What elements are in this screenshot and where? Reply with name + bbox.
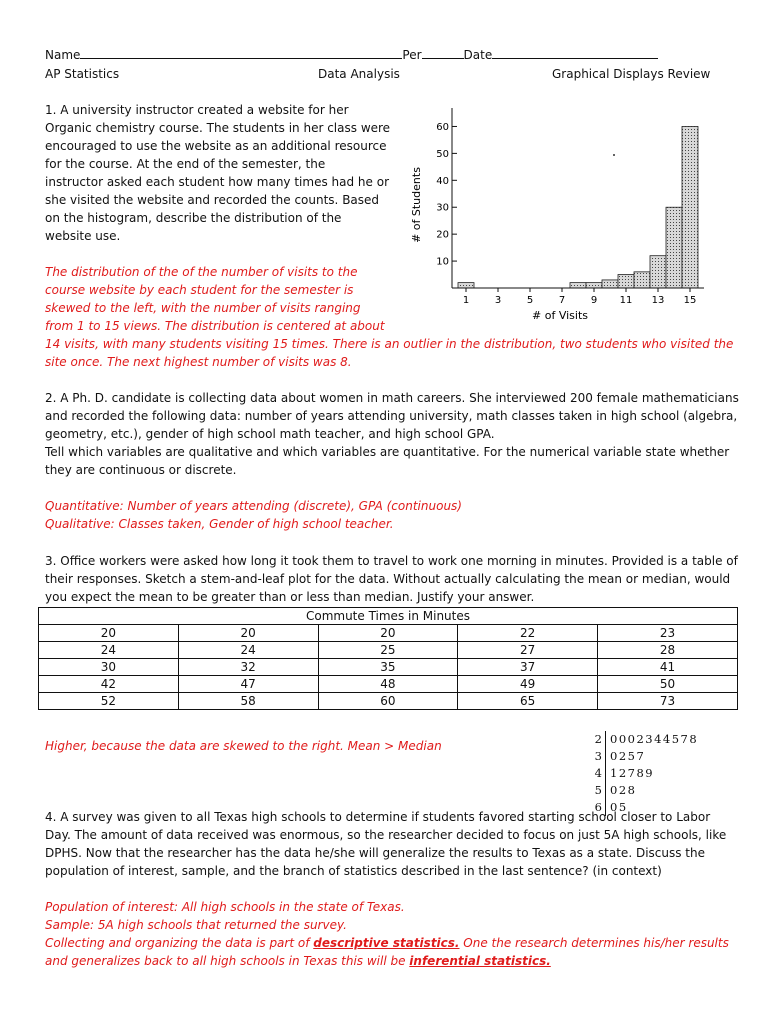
y-tick-label: 10: [436, 256, 449, 268]
q2-text: [45, 389, 745, 479]
per-field[interactable]: [422, 46, 464, 59]
q1-line: instructor asked each student how many times had he or: [45, 175, 389, 189]
x-tick-label: 1: [462, 295, 470, 306]
q2-answer-line: Quantitative: Number of years attending (discrete), GPA (continuous): [45, 499, 462, 513]
histogram-bar: [682, 126, 698, 288]
inferential-statistics-term: inferential statistics.: [409, 954, 551, 968]
stem-leaf-plot: [590, 731, 698, 816]
stray-dot: [613, 154, 615, 156]
table-cell: 48: [318, 676, 458, 693]
histogram-bar: [634, 272, 650, 288]
table-cell: 42: [39, 676, 179, 693]
table-cell: 50: [598, 676, 738, 693]
q4-text: [45, 808, 745, 880]
table-cell: 73: [598, 693, 738, 710]
q4-line: DPHS. Now that the researcher has the data he/she will generalize the results to Texas as a state. Discuss the: [45, 846, 705, 860]
header-line: [45, 46, 658, 64]
q1-answer-line: The distribution of the of the number of visits to the: [45, 265, 358, 279]
q1-line: on the histogram, describe the distribution of the: [45, 211, 342, 225]
q3-line: 3. Office workers were asked how long it took them to travel to work one morning in minutes. Provided is a table of: [45, 554, 738, 568]
q1-line: encouraged to use the website as an additional resource: [45, 139, 387, 153]
q4-branch-text: Collecting and organizing the data is part of: [45, 936, 314, 950]
q2-line: and recorded the following data: number of years attending university, math classes taken in high school (algebra,: [45, 409, 738, 423]
histogram-bar: [458, 283, 474, 288]
q1-answer-line: from 1 to 15 views. The distribution is centered at about: [45, 319, 385, 333]
table-cell: 32: [178, 659, 318, 676]
name-field[interactable]: [80, 46, 402, 59]
table-row: [39, 625, 738, 642]
q1-line: Organic chemistry course. The students in her class were: [45, 121, 391, 135]
table-cell: 65: [458, 693, 598, 710]
q3-line: their responses. Sketch a stem-and-leaf plot for the data. Without actually calculating the mean or median, would: [45, 572, 731, 586]
x-tick-label: 11: [619, 295, 633, 306]
q4-line: 4. A survey was given to all Texas high schools to determine if students favored starting school closer to Labor: [45, 810, 711, 824]
stem: 2: [590, 731, 606, 748]
q2-answer: [45, 497, 462, 533]
q1-answer-line: course website by each student for the semester is: [45, 283, 354, 297]
table-cell: 49: [458, 676, 598, 693]
descriptive-statistics-term: descriptive statistics.: [313, 936, 460, 950]
date-label: Date: [463, 48, 493, 62]
q3-answer: Higher, because the data are skewed to the right. Mean > Median: [45, 739, 442, 753]
y-tick-label: 30: [436, 202, 449, 214]
leaves: 05: [610, 800, 628, 814]
table-cell: 52: [39, 693, 179, 710]
table-cell: 20: [318, 625, 458, 642]
q1-text: [45, 101, 395, 245]
table-row: [39, 659, 738, 676]
date-field[interactable]: [492, 46, 658, 59]
y-tick-label: 40: [436, 175, 449, 187]
q1-line: for the course. At the end of the semester, the: [45, 157, 326, 171]
q1-line: website use.: [45, 229, 121, 243]
q1-answer-line: site once. The next highest number of visits was 8.: [45, 355, 352, 369]
histogram-bar: [618, 275, 634, 288]
y-tick-label: 50: [436, 148, 449, 160]
x-tick-label: 5: [526, 295, 534, 306]
table-cell: 37: [458, 659, 598, 676]
histogram-bar: [602, 280, 618, 288]
stem: 3: [590, 748, 606, 765]
y-axis-label: # of Students: [410, 167, 423, 243]
table-cell: 23: [598, 625, 738, 642]
stem: 5: [590, 782, 606, 799]
table-cell: 27: [458, 642, 598, 659]
q4-branch-text: One the research determines his/her results: [459, 936, 729, 950]
table-cell: 20: [178, 625, 318, 642]
table-cell: 60: [318, 693, 458, 710]
q4-branch-line2: [45, 952, 745, 970]
q4-branch-text: and generalizes back to all high schools in Texas this will be: [45, 954, 410, 968]
stem-row: [590, 765, 698, 782]
table-cell: 35: [318, 659, 458, 676]
q2-answer-line: Qualitative: Classes taken, Gender of high school teacher.: [45, 517, 394, 531]
x-tick-label: 15: [683, 295, 697, 306]
visits-histogram: [400, 105, 740, 330]
q1-line: 1. A university instructor created a website for her: [45, 103, 349, 117]
leaves: 12789: [610, 766, 655, 780]
commute-table: [38, 607, 738, 710]
q2-line: Tell which variables are qualitative and which variables are quantitative. For the numerical variable state whether: [45, 445, 730, 459]
q2-line: 2. A Ph. D. candidate is collecting data about women in math careers. She interviewed 200 female mathematicians: [45, 391, 739, 405]
table-title: Commute Times in Minutes: [39, 608, 738, 625]
q4-line: population of interest, sample, and the branch of statistics described in the last sentence? (in context): [45, 864, 662, 878]
x-axis-label: # of Visits: [532, 309, 588, 322]
leaves: 0002344578: [610, 732, 699, 746]
table-cell: 28: [598, 642, 738, 659]
per-label: Per: [402, 48, 422, 62]
histogram-bar: [570, 283, 586, 288]
q3-line: you expect the mean to be greater than or less than median. Justify your answer.: [45, 590, 535, 604]
page-title: Graphical Displays Review: [552, 67, 711, 81]
q1-line: she visited the website and recorded the counts. Based: [45, 193, 380, 207]
q4-line: Day. The amount of data received was enormous, so the researcher decided to focus on just 5A high schools, like: [45, 828, 727, 842]
q4-sample: Sample: 5A high schools that returned the survey.: [45, 918, 347, 932]
histogram-bar: [650, 256, 666, 288]
x-tick-label: 13: [651, 295, 665, 306]
q3-text: [45, 552, 745, 606]
q2-line: geometry, etc.), gender of high school math teacher, and high school GPA.: [45, 427, 495, 441]
table-cell: 24: [39, 642, 179, 659]
table-row: [39, 642, 738, 659]
stem: 4: [590, 765, 606, 782]
q1-answer-line: skewed to the left, with the number of visits ranging: [45, 301, 361, 315]
table-cell: 20: [39, 625, 179, 642]
table-cell: 25: [318, 642, 458, 659]
leaves: 0257: [610, 749, 646, 763]
table-cell: 22: [458, 625, 598, 642]
table-cell: 58: [178, 693, 318, 710]
y-tick-label: 60: [436, 121, 449, 133]
y-tick-label: 20: [436, 229, 449, 241]
stem-row: [590, 748, 698, 765]
q4-answer: [45, 898, 745, 970]
q2-line: they are continuous or discrete.: [45, 463, 237, 477]
table-cell: 24: [178, 642, 318, 659]
q1-answer-line: 14 visits, with many students visiting 15 times. There is an outlier in the distribution, two students who visited the: [45, 337, 734, 351]
table-cell: 30: [39, 659, 179, 676]
stem: 6: [590, 799, 606, 816]
q4-branch-line1: [45, 934, 745, 952]
table-cell: 47: [178, 676, 318, 693]
course-label: AP Statistics: [45, 67, 120, 81]
leaves: 028: [610, 783, 637, 797]
unit-label: Data Analysis: [318, 67, 400, 81]
name-label: Name: [45, 48, 81, 62]
stem-row: [590, 731, 698, 748]
table-row: [39, 693, 738, 710]
stem-row: [590, 782, 698, 799]
histogram-bar: [586, 283, 602, 288]
table-row: [39, 676, 738, 693]
q4-population: Population of interest: All high schools in the state of Texas.: [45, 900, 405, 914]
x-tick-label: 9: [590, 295, 598, 306]
histogram-bar: [666, 207, 682, 288]
x-tick-label: 7: [558, 295, 566, 306]
table-cell: 41: [598, 659, 738, 676]
x-tick-label: 3: [494, 295, 502, 306]
